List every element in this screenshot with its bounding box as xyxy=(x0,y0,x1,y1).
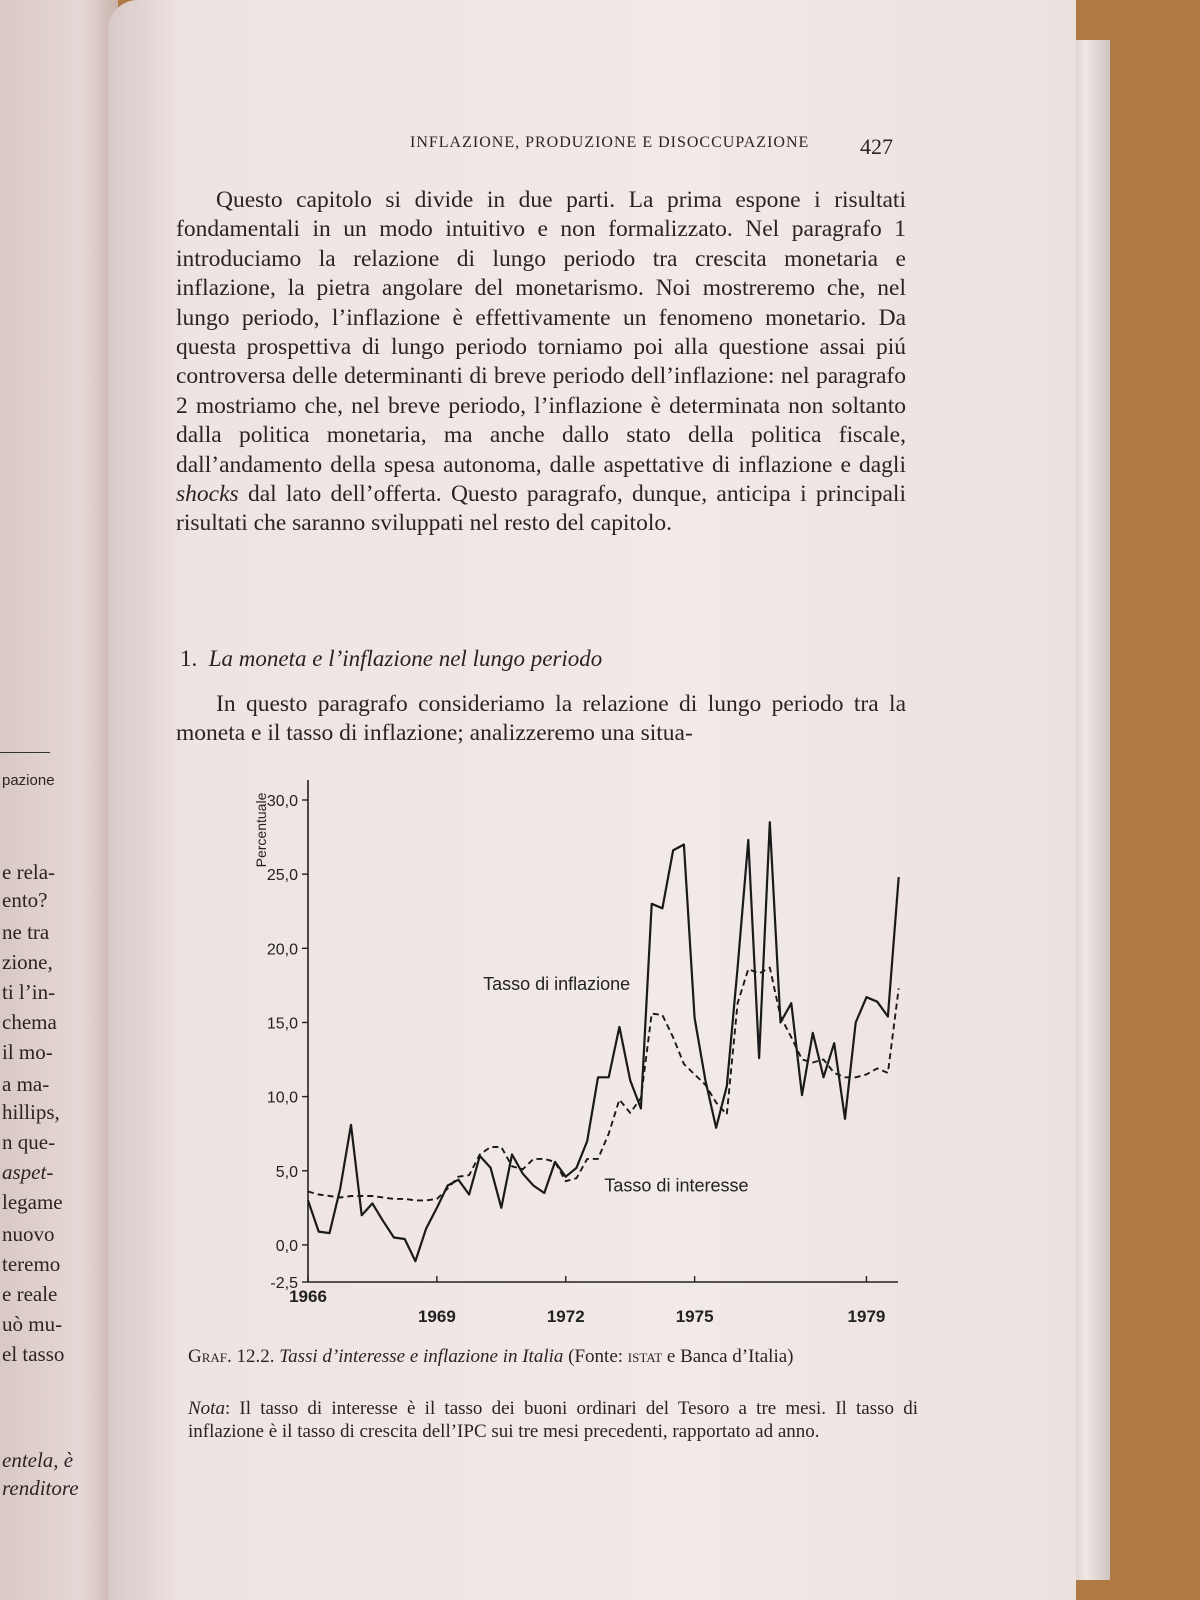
book-page xyxy=(108,0,1076,1600)
section-title: La moneta e l’inflazione nel lungo periodo xyxy=(208,646,603,671)
x-tick-label: 1966 xyxy=(289,1287,327,1306)
y-tick-label: 5,0 xyxy=(275,1163,298,1181)
intro-text-a: Questo capitolo si divide in due parti. La prima espone i risultati fondamentali in un modo intuitivo e non formalizzato. Nel paragrafo 1 introduciamo la relazione di lungo periodo tra crescita monetaria e inflazione, la pietra angolare del monetarismo. Noi mostreremo che, nel lungo periodo, l’inflazione è effettivamente un fenomeno monetario. Da questa prospettiva di lungo periodo torniamo poi alla questione assai piú controversa delle determinanti di breve periodo dell’inflazione: nel paragrafo 2 mostriamo che, nel breve periodo, l’inflazione è determinata non soltanto dalla politica monetaria, ma anche dallo stato della politica fiscale, dall’andamento della spesa autonoma, dalle aspettative di inflazione e dagli xyxy=(176,187,906,478)
y-tick-label: 30,0 xyxy=(266,793,298,810)
note-text: : Il tasso di interesse è il tasso dei buoni ordinari del Tesoro a tre mesi. Il tasso di inflazione è il tasso di crescita dell’IPC sui tre mesi precedenti, rapportato ad anno. xyxy=(188,1398,918,1442)
left-page-fragment: ti l’in- xyxy=(2,980,56,1004)
left-page-fragment: chema xyxy=(2,1010,57,1034)
left-page-fragment: ne tra xyxy=(2,920,50,944)
inflation-annotation: Tasso di inflazione xyxy=(483,973,631,994)
intro-text-b: dal lato dell’offerta. Questo paragrafo, dunque, anticipa i principali risultati che saranno sviluppati nel resto del capitolo. xyxy=(176,481,906,537)
left-page-fragment: legame xyxy=(2,1190,63,1214)
caption-label: Graf. 12.2. xyxy=(188,1346,275,1367)
y-tick-label: 10,0 xyxy=(266,1089,298,1107)
left-page-fragment: teremo xyxy=(2,1252,61,1276)
left-page-fragment: a ma- xyxy=(2,1072,50,1096)
left-page-rule xyxy=(0,752,50,753)
section-number: 1. xyxy=(180,646,198,671)
intro-shocks: shocks xyxy=(176,481,239,508)
left-page-fragment: e reale xyxy=(2,1282,58,1306)
left-page-fragment: el tasso xyxy=(2,1342,65,1366)
left-page-fragment: entela, è xyxy=(2,1448,74,1472)
y-tick-label: 25,0 xyxy=(266,867,298,885)
running-header: INFLAZIONE, PRODUZIONE E DISOCCUPAZIONE xyxy=(410,134,810,151)
inflation-series-line xyxy=(308,822,899,1261)
figure-note xyxy=(188,1397,918,1443)
left-page-fragment: pazione xyxy=(2,772,55,789)
caption-source-open: (Fonte: xyxy=(563,1346,628,1367)
section-paragraph-text: In questo paragrafo consideriamo la relazione di lungo periodo tra la moneta e il tasso di inflazione; analizzeremo una situa- xyxy=(176,691,906,747)
left-page xyxy=(0,0,118,1600)
left-page-fragment: zione, xyxy=(2,950,53,974)
caption-source-rest: e Banca d’Italia) xyxy=(662,1346,794,1367)
y-tick-label: -2,5 xyxy=(270,1275,298,1292)
y-axis-label: Percentuale xyxy=(253,792,269,868)
interest-series-line xyxy=(308,968,899,1201)
left-page-fragment: aspet- xyxy=(2,1160,54,1184)
left-page-fragment: renditore xyxy=(2,1476,79,1500)
left-page-fragment: hillips, xyxy=(2,1100,60,1124)
y-tick-label: 15,0 xyxy=(266,1015,298,1033)
interest-annotation: Tasso di interesse xyxy=(604,1175,749,1196)
page-stack-edge xyxy=(1070,40,1110,1580)
note-label: Nota xyxy=(188,1398,225,1419)
figure-caption xyxy=(188,1345,918,1368)
interest-inflation-chart xyxy=(168,770,928,1330)
intro-paragraph xyxy=(176,186,906,539)
x-tick-label: 1972 xyxy=(546,1307,585,1326)
y-tick-label: 0,0 xyxy=(275,1237,298,1255)
left-page-fragment: il mo- xyxy=(2,1040,53,1064)
caption-istat: istat xyxy=(627,1346,663,1367)
left-page-fragment: ento? xyxy=(2,888,48,912)
section-paragraph xyxy=(176,690,906,749)
y-tick-label: 20,0 xyxy=(266,941,298,959)
left-page-fragment: n que- xyxy=(2,1130,56,1154)
section-heading xyxy=(180,646,602,672)
caption-title: Tassi d’interesse e inflazione in Italia xyxy=(279,1346,564,1367)
x-tick-label: 1979 xyxy=(847,1307,886,1326)
page-number: 427 xyxy=(860,134,893,159)
left-page-fragment: uò mu- xyxy=(2,1312,63,1336)
x-tick-label: 1969 xyxy=(417,1307,456,1326)
left-page-fragment: nuovo xyxy=(2,1222,55,1246)
left-page-fragment: e rela- xyxy=(2,860,56,884)
x-tick-label: 1975 xyxy=(675,1307,714,1326)
